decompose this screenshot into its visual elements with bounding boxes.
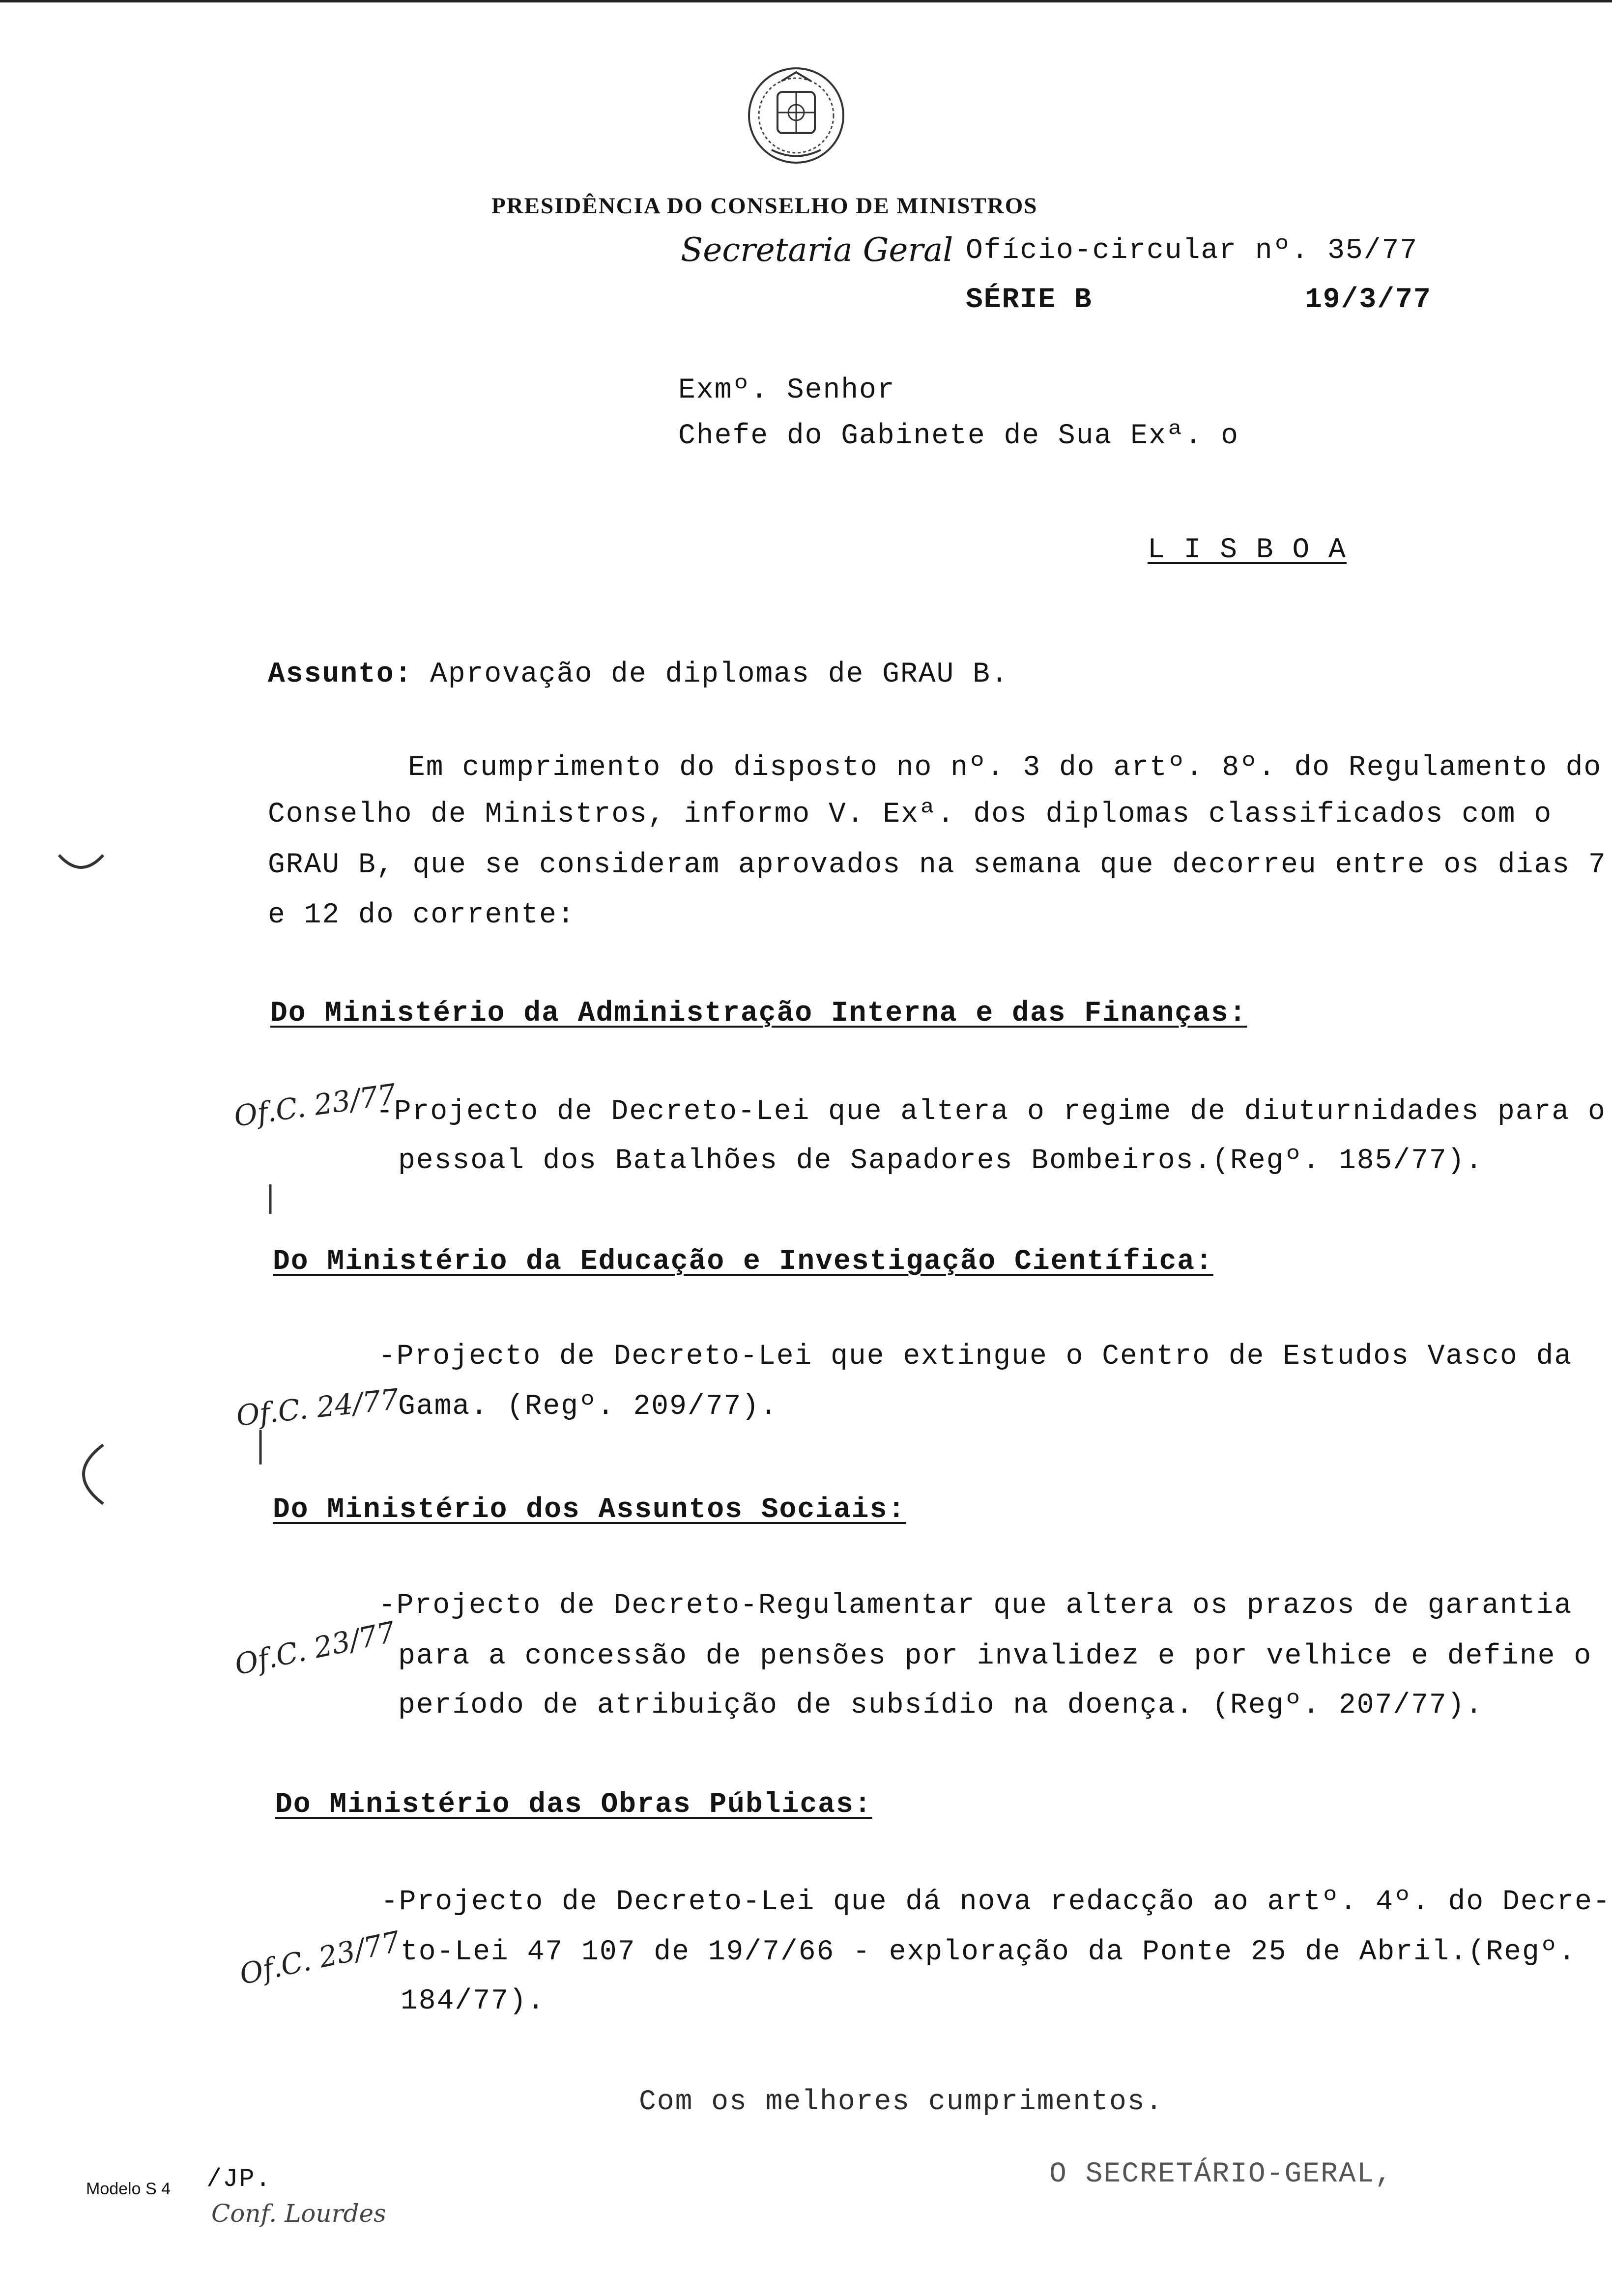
subject-label: Assunto: xyxy=(268,659,413,690)
section-3-line-2: para a concessão de pensões por invalidez e por velhice e define o xyxy=(398,1640,1592,1672)
section-heading-4: Do Ministério das Obras Públicas: xyxy=(275,1789,872,1821)
recipient: Chefe do Gabinete de Sua Exª. o xyxy=(678,420,1239,452)
city: L I S B O A xyxy=(1148,534,1347,566)
department-signature: Secretaria Geral xyxy=(681,231,953,269)
signatory: O SECRETÁRIO-GERAL, xyxy=(1049,2158,1393,2190)
section-3-line-3: período de atribuição de subsídio na doença. (Regº. 207/77). xyxy=(398,1690,1484,1722)
section-3-line-1: -Projecto de Decreto-Regulamentar que altera os prazos de garantia xyxy=(378,1590,1573,1622)
document-date: 19/3/77 xyxy=(1305,284,1432,316)
section-2-line-2: Gama. (Regº. 209/77). xyxy=(398,1391,778,1423)
punch-hole-mark xyxy=(54,845,108,885)
intro-line-2: Conselho de Ministros, informo V. Exª. dos diplomas classificados com o xyxy=(268,799,1553,831)
section-heading-1: Do Ministério da Administração Interna e das Finanças: xyxy=(270,998,1247,1030)
section-heading-3: Do Ministério dos Assuntos Sociais: xyxy=(273,1494,906,1526)
handwritten-annotation-3: Of.C. 23/77 xyxy=(231,1615,399,1682)
form-code: Modelo S 4 xyxy=(86,2180,171,2198)
intro-line-1: Em cumprimento do disposto no nº. 3 do artº. 8º. do Regulamento do xyxy=(408,752,1602,784)
typist-initials: /JP. xyxy=(206,2165,272,2194)
intro-line-3: GRAU B, que se consideram aprovados na semana que decorreu entre os dias 7 xyxy=(268,849,1607,881)
handwritten-annotation-4: Of.C. 23/77 xyxy=(236,1924,403,1991)
series-label: SÉRIE B xyxy=(966,284,1093,316)
handwritten-annotation-2: Of.C. 24/77 xyxy=(234,1382,401,1433)
section-4-line-2: to-Lei 47 107 de 19/7/66 - exploração da Ponte 25 de Abril.(Regº. xyxy=(401,1936,1577,1968)
section-4-line-3: 184/77). xyxy=(401,1985,546,2017)
closing-greeting: Com os melhores cumprimentos. xyxy=(639,2086,1164,2118)
subject-text: Aprovação de diplomas de GRAU B. xyxy=(430,659,1009,690)
pen-stroke-mark xyxy=(265,1184,275,1214)
section-4-line-1: -Projecto de Decreto-Lei que dá nova redacção ao artº. 4º. do Decre- xyxy=(381,1886,1611,1918)
salutation: Exmº. Senhor xyxy=(678,374,895,406)
section-1-line-1: -Projecto de Decreto-Lei que altera o regime de diuturnidades para o xyxy=(376,1096,1606,1128)
section-1-line-2: pessoal dos Batalhões de Sapadores Bombeiros.(Regº. 185/77). xyxy=(398,1145,1484,1177)
conference-note: Conf. Lourdes xyxy=(211,2199,386,2228)
handwritten-annotation-1: Of.C. 23/77 xyxy=(231,1077,398,1133)
intro-line-4: e 12 do corrente: xyxy=(268,899,576,931)
institution-name: PRESIDÊNCIA DO CONSELHO DE MINISTROS xyxy=(491,193,1038,219)
pen-stroke-mark xyxy=(256,1430,265,1464)
reference-number: Ofício-circular nº. 35/77 xyxy=(966,235,1418,267)
coat-of-arms-seal xyxy=(742,61,850,170)
section-2-line-1: -Projecto de Decreto-Lei que extingue o Centro de Estudos Vasco da xyxy=(378,1341,1573,1373)
section-heading-2: Do Ministério da Educação e Investigação Científica: xyxy=(273,1246,1213,1278)
punch-hole-mark xyxy=(59,1440,108,1509)
top-rule xyxy=(0,0,1612,2)
